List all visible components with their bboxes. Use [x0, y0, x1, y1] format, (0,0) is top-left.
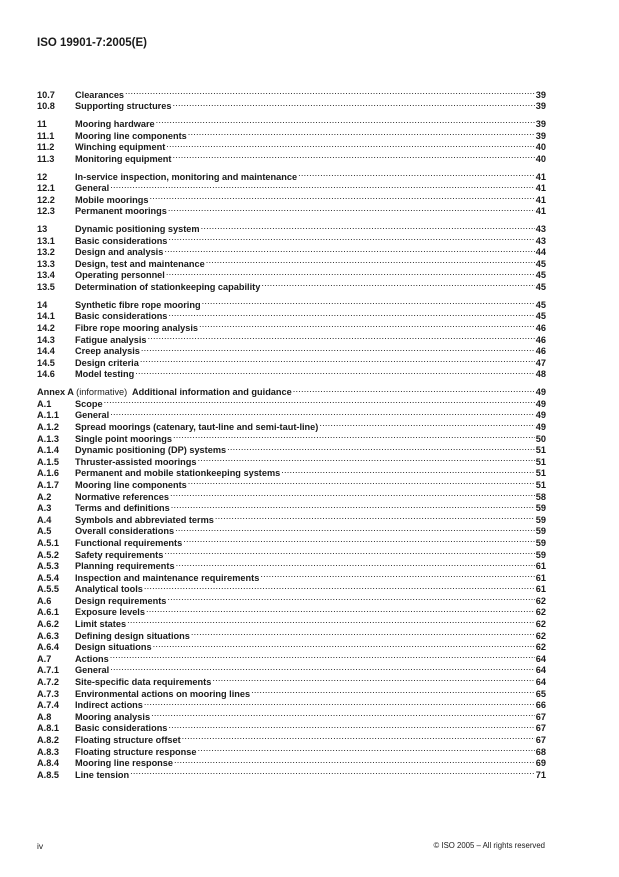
toc-section-title: Mooring analysis: [75, 711, 151, 722]
toc-section-title: Permanent moorings: [75, 206, 167, 217]
toc-section-number: A.5: [37, 526, 52, 537]
dot-leader: [191, 627, 535, 639]
toc-entry[interactable]: [37, 296, 546, 308]
toc-section-number: A.8.1: [37, 723, 59, 734]
dot-leader: [168, 720, 534, 732]
toc-section-title: Actions: [75, 653, 109, 664]
dot-leader: [319, 418, 534, 430]
toc-page-number: 43: [535, 235, 546, 246]
toc-section-number: A.2: [37, 491, 52, 502]
toc-section-title: Operating personnel: [75, 270, 165, 281]
dot-leader: [146, 604, 535, 616]
dot-leader: [172, 98, 534, 110]
toc-page-number: 51: [535, 479, 546, 490]
dot-leader: [182, 731, 535, 743]
toc-section-title: Line tension: [75, 769, 130, 780]
dot-leader: [135, 366, 535, 378]
dot-leader: [206, 255, 535, 267]
toc-section-number: A.1.7: [37, 479, 59, 490]
toc-entry[interactable]: [37, 650, 546, 662]
toc-section-number: A.8.4: [37, 758, 59, 769]
toc-section-title: Dynamic positioning (DP) systems: [75, 445, 227, 456]
toc-section-title: Mooring line response: [75, 758, 174, 769]
dot-leader: [170, 488, 535, 500]
toc-section-title: Thruster-assisted moorings: [75, 456, 197, 467]
toc-section-number: 10.8: [37, 101, 55, 112]
toc-page-number: 45: [535, 299, 546, 310]
toc-page-number: 59: [535, 503, 546, 514]
toc-page-number: 39: [535, 130, 546, 141]
toc-page-number: 62: [535, 642, 546, 653]
toc-section-title: Mooring hardware: [75, 118, 155, 129]
toc-section-number: 11.2: [37, 142, 55, 153]
toc-entry[interactable]: [37, 86, 546, 98]
dot-leader: [168, 232, 534, 244]
toc-section-number: A.5.1: [37, 537, 59, 548]
toc-page-number: 40: [535, 153, 546, 164]
toc-section-title: General: [75, 410, 110, 421]
dot-leader: [166, 267, 535, 279]
dot-leader: [188, 127, 535, 139]
toc-page-number: 58: [535, 491, 546, 502]
toc-page-number: 61: [535, 572, 546, 583]
toc-section-title: Inspection and maintenance requirements: [75, 572, 260, 583]
toc-page-number: 59: [535, 537, 546, 548]
toc-section-number: A.8.3: [37, 746, 59, 757]
toc-section-title: Floating structure offset: [75, 735, 181, 745]
toc-page-number: 65: [535, 688, 546, 699]
dot-leader: [104, 395, 535, 407]
toc-page-number: 49: [535, 398, 546, 409]
toc-section-number: A.1: [37, 398, 52, 409]
toc-section-title: Defining design situations: [75, 630, 190, 641]
toc-page-number: 59: [535, 549, 546, 560]
toc-page-number: 50: [535, 433, 546, 444]
toc-section-title: Model testing: [75, 369, 135, 380]
toc-entry[interactable]: [37, 168, 546, 180]
dot-leader: [212, 673, 534, 685]
toc-page-number: 47: [535, 357, 546, 368]
toc-section-number: 13.1: [37, 235, 55, 246]
toc-section-number: 14.3: [37, 334, 55, 345]
toc-page-number: 59: [535, 526, 546, 537]
toc-section-number: A.1.2: [37, 421, 59, 432]
toc-page-number: 48: [535, 369, 546, 380]
toc-section-title: Analytical tools: [75, 584, 143, 595]
toc-section-number: 14.4: [37, 346, 55, 357]
dot-leader: [198, 453, 535, 465]
toc-section-number: A.1.6: [37, 468, 59, 479]
dot-leader: [140, 354, 535, 366]
toc-section-number: 10.7: [37, 89, 55, 100]
toc-section-title: Design situations: [75, 642, 152, 653]
toc-section-number: 14.1: [37, 311, 55, 322]
toc-section-title: Indirect actions: [75, 700, 143, 711]
toc-page-number: 61: [535, 561, 546, 572]
toc-section-title: Spread moorings (catenary, taut-line and semi-taut-line): [75, 421, 319, 432]
toc-section-number: A.5.2: [37, 549, 59, 560]
toc-section-title: Functional requirements: [75, 537, 183, 548]
dot-leader: [168, 203, 535, 215]
page-number: iv: [37, 841, 44, 851]
document-id-header: ISO 19901-7:2005(E): [37, 37, 147, 49]
toc-section-title: Design requirements: [75, 595, 167, 606]
toc-section-title: Determination of stationkeeping capability: [75, 282, 261, 293]
toc-section-number: 13.2: [37, 247, 55, 258]
toc-page-number: 45: [535, 270, 546, 281]
toc-section-title: Design, test and maintenance: [75, 258, 205, 269]
toc-section-title: Basic considerations: [75, 723, 168, 734]
dot-leader: [110, 180, 535, 192]
toc-page-number: 71: [535, 769, 546, 780]
toc-page-number: 62: [535, 595, 546, 606]
toc-section-number: A.6: [37, 595, 52, 606]
toc-section-number: A.8.5: [37, 769, 59, 780]
toc-page-number: 46: [535, 323, 546, 334]
toc-page-number: 51: [535, 468, 546, 479]
dot-leader: [151, 708, 535, 720]
dot-leader: [144, 697, 535, 709]
dot-leader: [251, 685, 535, 697]
toc-page-number: 45: [535, 282, 546, 293]
toc-page-number: 41: [535, 171, 546, 182]
toc-section-number: A.5.4: [37, 572, 59, 583]
toc-page-number: 69: [535, 758, 546, 769]
toc-entry[interactable]: [37, 221, 546, 233]
dot-leader: [198, 743, 535, 755]
toc-section-number: A.6.4: [37, 642, 59, 653]
dot-leader: [130, 766, 535, 778]
toc-section-title: Limit states: [75, 619, 127, 630]
toc-page-number: 67: [535, 735, 546, 745]
dot-leader: [127, 615, 535, 627]
dot-leader: [281, 465, 535, 477]
toc-section-title: Winching equipment: [75, 142, 166, 153]
toc-section-title: General: [75, 183, 110, 194]
toc-section-number: A.8: [37, 711, 52, 722]
toc-section-title: Monitoring equipment: [75, 153, 172, 164]
toc-page-number: 62: [535, 607, 546, 618]
toc-section-title: Environmental actions on mooring lines: [75, 688, 251, 699]
dot-leader: [110, 650, 535, 662]
toc-page-number: 45: [535, 311, 546, 322]
toc-entry[interactable]: [37, 180, 546, 192]
dot-leader: [164, 546, 534, 558]
dot-leader: [173, 430, 535, 442]
toc-page-number: 67: [535, 723, 546, 734]
toc-page-number: 51: [535, 456, 546, 467]
toc-section-number: A.6.2: [37, 619, 59, 630]
toc-section-number: A.6.3: [37, 630, 59, 641]
toc-entry[interactable]: [37, 662, 546, 674]
dot-leader: [150, 191, 535, 203]
dot-leader: [175, 523, 535, 535]
dot-leader: [201, 221, 535, 233]
dot-leader: [227, 442, 535, 454]
toc-page-number: 49: [535, 421, 546, 432]
toc-section-number: 13.5: [37, 282, 55, 293]
toc-section-title: Terms and definitions: [75, 503, 170, 514]
dot-leader: [202, 296, 535, 308]
toc-section-number: A.7.3: [37, 688, 59, 699]
dot-leader: [125, 86, 535, 98]
toc-entry[interactable]: [37, 115, 546, 127]
toc-section-number: A.1.4: [37, 445, 59, 456]
toc-page-number: 45: [535, 258, 546, 269]
dot-leader: [164, 244, 534, 256]
toc-section-title: Symbols and abbreviated terms: [75, 514, 214, 525]
dot-leader: [261, 278, 534, 290]
toc-section-title: Supporting structures: [75, 101, 172, 112]
toc-section-number: 13: [37, 224, 48, 235]
toc-section-title: Design and analysis: [75, 247, 164, 258]
toc-page-number: 41: [535, 194, 546, 205]
toc-section-number: A.1.1: [37, 410, 59, 421]
toc-page-number: 44: [535, 247, 546, 258]
annex-qualifier: (informative): [76, 387, 128, 398]
toc-page-number: 64: [535, 665, 546, 676]
toc-page-number: 68: [535, 746, 546, 757]
toc-section-number: A.1.5: [37, 456, 59, 467]
dot-leader: [156, 115, 535, 127]
dot-leader: [188, 476, 535, 488]
toc-section-number: A.7.1: [37, 665, 59, 676]
toc-section-number: 11.1: [37, 130, 55, 141]
toc-entry[interactable]: [37, 191, 546, 203]
toc-section-title: Planning requirements: [75, 561, 175, 572]
toc-page-number: 62: [535, 619, 546, 630]
toc-section-number: A.4: [37, 514, 52, 525]
toc-section-title: Basic considerations: [75, 311, 168, 322]
toc-section-number: A.6.1: [37, 607, 59, 618]
copyright-notice: © ISO 2005 – All rights reserved: [433, 841, 545, 850]
toc-section-number: 14.6: [37, 369, 55, 380]
dot-leader: [171, 500, 535, 512]
toc-page-number: 39: [535, 101, 546, 112]
toc-section-title: Clearances: [75, 89, 125, 100]
dot-leader: [148, 331, 535, 343]
toc-section-number: 12.3: [37, 206, 55, 217]
dot-leader: [168, 308, 534, 320]
dot-leader: [166, 139, 535, 151]
toc-entry[interactable]: [37, 395, 546, 407]
toc-entry[interactable]: [37, 407, 546, 419]
dot-leader: [183, 534, 535, 546]
toc-section-title: Normative references: [75, 491, 169, 502]
toc-section-title: Dynamic positioning system: [75, 224, 200, 235]
dot-leader: [298, 168, 535, 180]
toc-page-number: 49: [535, 387, 546, 398]
toc-annex-heading[interactable]: [37, 384, 546, 396]
toc-section-number: 13.3: [37, 258, 55, 269]
toc-page-number: 59: [535, 514, 546, 525]
toc-entry[interactable]: [37, 673, 546, 688]
dot-leader: [144, 581, 535, 593]
toc-section-number: 14.2: [37, 323, 55, 334]
toc-section-title: Creep analysis: [75, 346, 140, 357]
toc-page-number: 41: [535, 183, 546, 194]
dot-leader: [110, 407, 535, 419]
toc-page-number: 51: [535, 445, 546, 456]
toc-section-title: Safety requirements: [75, 549, 164, 560]
toc-page-number: 62: [535, 630, 546, 641]
toc-section-number: 12.1: [37, 183, 55, 194]
toc-section-number: 13.4: [37, 270, 55, 281]
toc-page-number: 64: [535, 653, 546, 664]
toc-section-title: Exposure levels: [75, 607, 145, 618]
toc-section-title: Fatigue analysis: [75, 334, 147, 345]
toc-section-number: 12: [37, 171, 48, 182]
dot-leader: [141, 343, 535, 355]
toc-section-number: 12.2: [37, 194, 55, 205]
toc-page-number: 66: [535, 700, 546, 711]
toc-section-number: 11: [37, 118, 47, 129]
toc-section-title: Synthetic fibre rope mooring: [75, 299, 201, 310]
toc-section-title: Mobile moorings: [75, 194, 149, 205]
dot-leader: [172, 150, 534, 162]
toc-page-number: 39: [535, 118, 546, 129]
table-of-contents: [37, 86, 546, 778]
toc-section-title: Mooring line components: [75, 479, 187, 490]
toc-section-title: General: [75, 665, 110, 676]
toc-page-number: 49: [535, 410, 546, 421]
toc-section-title: Basic considerations: [75, 235, 168, 246]
toc-section-title: Site-specific data requirements: [75, 677, 212, 688]
toc-section-number: A.5.3: [37, 561, 59, 572]
toc-section-title: Design criteria: [75, 357, 139, 368]
toc-section-title: In-service inspection, monitoring and maintenance: [75, 171, 298, 182]
dot-leader: [167, 592, 534, 604]
toc-section-number: 14: [37, 299, 48, 310]
dot-leader: [215, 511, 535, 523]
toc-section-title: Floating structure response: [75, 746, 197, 757]
toc-page-number: 41: [535, 206, 546, 217]
toc-page-number: 46: [535, 346, 546, 357]
dot-leader: [176, 558, 535, 570]
toc-section-number: A.7.2: [37, 677, 59, 688]
toc-section-number: 14.5: [37, 357, 55, 368]
dot-leader: [153, 639, 535, 651]
toc-section-title: Single point moorings: [75, 433, 172, 444]
toc-section-title: Mooring line components: [75, 130, 187, 141]
toc-page-number: 43: [535, 224, 546, 235]
toc-page-number: 46: [535, 334, 546, 345]
toc-section-number: A.7: [37, 653, 52, 664]
toc-section-number: A.3: [37, 503, 52, 514]
dot-leader: [260, 569, 534, 581]
toc-section-number: A.8.2: [37, 735, 59, 745]
dot-leader: [199, 319, 535, 331]
toc-section-title: Permanent and mobile stationkeeping systems: [75, 468, 281, 479]
toc-section-title: Fibre rope mooring analysis: [75, 323, 199, 334]
toc-section-title: Scope: [75, 398, 103, 409]
toc-section-number: A.7.4: [37, 700, 59, 711]
toc-page-number: 64: [535, 677, 546, 688]
dot-leader: [174, 755, 535, 767]
toc-entry[interactable]: [37, 418, 546, 430]
toc-page-number: 40: [535, 142, 546, 153]
annex-label: Annex A: [37, 387, 74, 398]
toc-section-number: A.1.3: [37, 433, 59, 444]
toc-page-number: 67: [535, 711, 546, 722]
toc-page-number: 39: [535, 89, 546, 100]
dot-leader: [293, 384, 535, 396]
dot-leader: [110, 662, 535, 674]
toc-page-number: 61: [535, 584, 546, 595]
toc-section-number: A.5.5: [37, 584, 59, 595]
annex-title: Additional information and guidance: [131, 387, 292, 398]
toc-section-title: Overall considerations: [75, 526, 175, 537]
toc-section-number: 11.3: [37, 153, 55, 164]
